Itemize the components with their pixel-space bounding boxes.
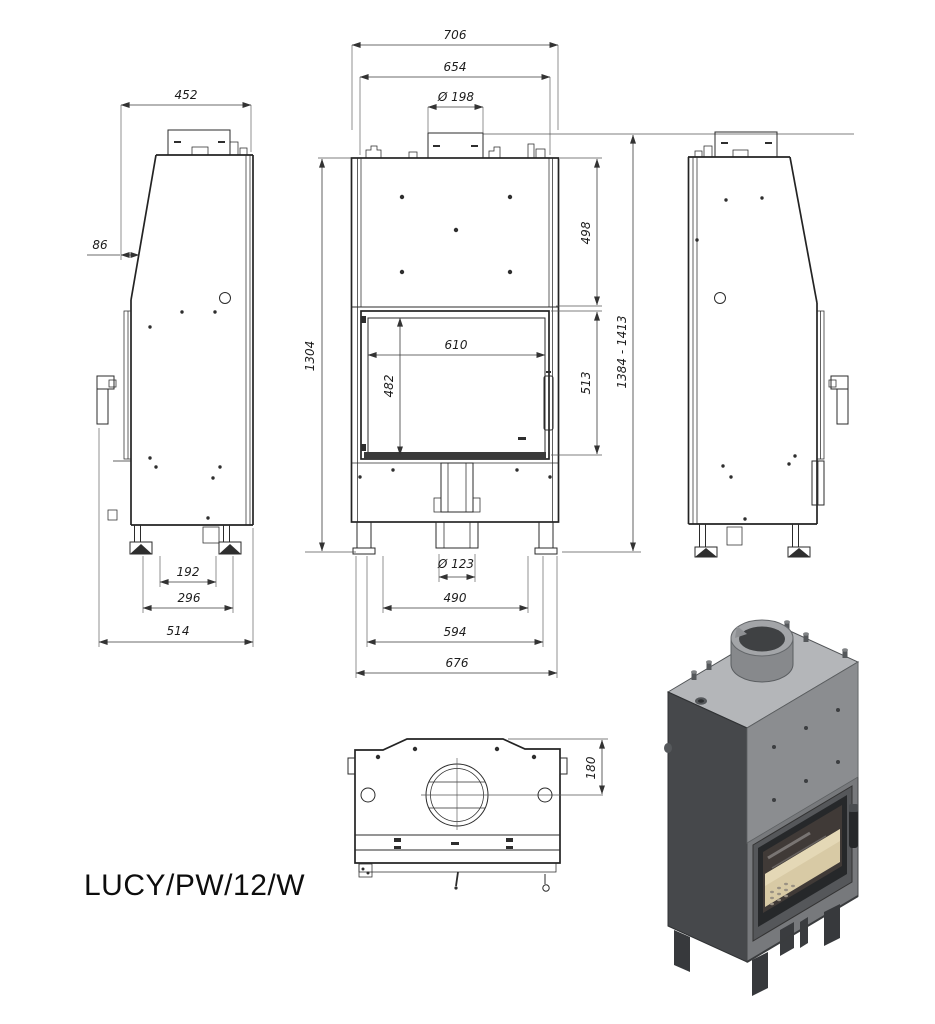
right-side-view xyxy=(688,132,848,557)
dim-front-door-height: 513 xyxy=(579,371,593,395)
dim-front-flue-diameter: Ø 198 xyxy=(437,90,475,104)
left-side-view xyxy=(87,88,253,647)
dim-front-glass-height: 482 xyxy=(382,374,396,398)
dim-front-total-height: 1384 - 1413 xyxy=(615,315,629,389)
top-view xyxy=(348,739,608,891)
dim-side-hood-offset: 86 xyxy=(92,238,108,252)
dim-side-total-depth: 514 xyxy=(166,624,190,638)
dim-front-upper-height: 498 xyxy=(579,221,593,245)
dim-front-outlet-diameter: Ø 123 xyxy=(437,557,475,571)
dim-top-flue-offset: 180 xyxy=(584,756,598,780)
side-port-circle xyxy=(220,293,231,304)
dim-side-feet-outer: 296 xyxy=(177,591,201,605)
dim-side-top-width: 452 xyxy=(174,88,198,102)
dim-side-feet-inner: 192 xyxy=(176,565,200,579)
dim-front-base-outer: 676 xyxy=(445,656,469,670)
dim-front-body-width: 654 xyxy=(443,60,467,74)
dim-front-top-width: 706 xyxy=(443,28,467,42)
dim-front-base-inner: 490 xyxy=(443,591,467,605)
front-view xyxy=(303,28,854,678)
side-panel xyxy=(668,692,747,962)
side-port-circle xyxy=(715,293,726,304)
flue-collar-3d xyxy=(731,620,793,682)
model-label: LUCY/PW/12/W xyxy=(84,869,306,902)
dim-front-glass-width: 610 xyxy=(444,338,468,352)
dim-front-base-mid: 594 xyxy=(443,625,467,639)
door-handle-3d xyxy=(849,810,858,848)
dim-front-body-height: 1304 xyxy=(303,340,317,372)
render-3d xyxy=(664,620,858,996)
